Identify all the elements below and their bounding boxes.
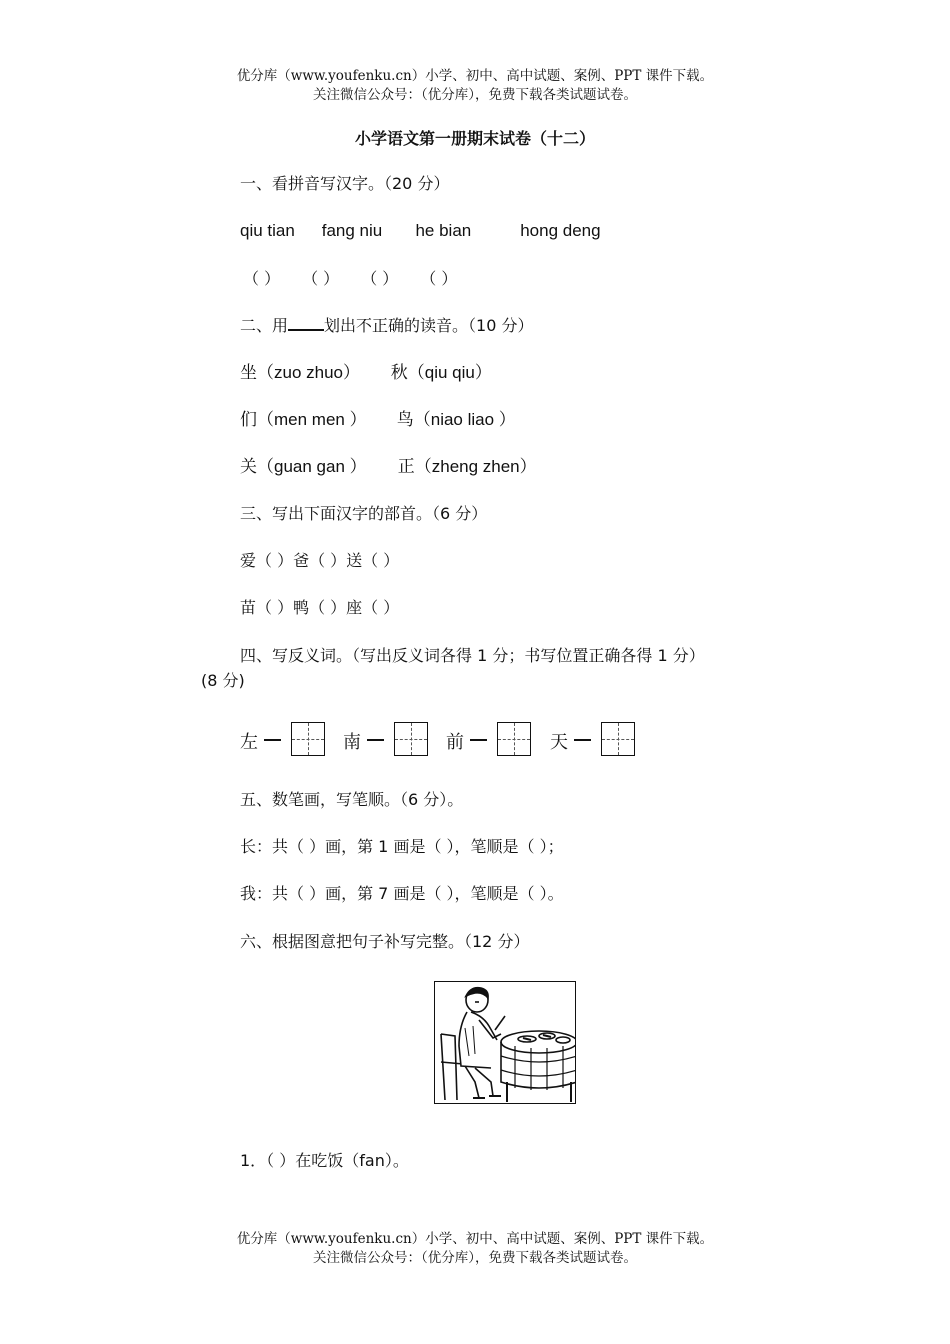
q5-heading: 五、数笔画，写笔顺。（6 分）。 <box>240 790 464 809</box>
q2-item: 鸟（niao liao ） <box>396 410 516 429</box>
q2-heading-pre: 二、用 <box>240 316 289 335</box>
pinyin-item: hong deng <box>520 221 601 240</box>
answer-blank[interactable]: （ ） <box>243 269 281 288</box>
page-title: 小学语文第一册期末试卷（十二） <box>354 129 595 148</box>
writing-grid-box[interactable] <box>601 722 635 756</box>
antonym-source-char: 前 <box>446 732 464 753</box>
q2-row <box>240 362 492 384</box>
q3-heading: 三、写出下面汉字的部首。（6 分） <box>240 504 488 523</box>
q1-pinyin-row <box>240 220 601 242</box>
underline-mark <box>288 315 324 331</box>
writing-grid-box[interactable] <box>394 722 428 756</box>
q2-row <box>240 409 516 431</box>
writing-grid-box[interactable] <box>497 722 531 756</box>
q1-answer-blanks <box>243 268 457 290</box>
q2-item: 正（zheng zhen） <box>397 457 537 476</box>
pinyin-item: qiu tian <box>240 221 295 240</box>
q2-heading-post: 划出不正确的读音。（10 分） <box>324 316 534 335</box>
dash <box>367 739 384 741</box>
antonym-source-char: 左 <box>240 732 258 753</box>
q4-heading-continued: (8 分) <box>201 671 245 690</box>
dash <box>574 739 591 741</box>
answer-blank[interactable]: （ ） <box>361 269 399 288</box>
dash <box>470 739 487 741</box>
q3-row-1: 爱（ ）爸（ ）送（ ） <box>240 551 400 570</box>
q2-item: 坐（zuo zhuo） <box>240 363 360 382</box>
boy-eating-at-table-icon <box>435 982 575 1103</box>
q5-row-2: 我：共（ ）画，第 7 画是（ ），笔顺是（ ）。 <box>240 884 564 903</box>
q3-row-2: 苗（ ）鸭（ ）座（ ） <box>240 598 400 617</box>
page-footer-line-2: 关注微信公众号：（优分库），免费下载各类试题试卷。 <box>313 1250 637 1266</box>
q2-row <box>240 456 537 478</box>
antonym-source-char: 南 <box>343 732 361 753</box>
answer-blank[interactable]: （ ） <box>420 269 458 288</box>
q6-heading: 六、根据图意把句子补写完整。（12 分） <box>240 932 530 951</box>
q4-heading: 四、写反义词。（写出反义词各得 1 分；书写位置正确各得 1 分） <box>240 646 705 665</box>
boy-eating-illustration <box>434 981 576 1104</box>
q1-heading: 一、看拼音写汉字。（20 分） <box>240 174 450 193</box>
pinyin-item: he bian <box>415 221 472 240</box>
page-footer-line-1: 优分库（www.youfenku.cn）小学、初中、高中试题、案例、PPT 课件下载。 <box>236 1231 714 1247</box>
q5-row-1: 长：共（ ）画，第 1 画是（ ），笔顺是（ ）； <box>240 837 564 856</box>
page-header-line-2: 关注微信公众号：（优分库），免费下载各类试题试卷。 <box>313 87 637 103</box>
dash <box>264 739 281 741</box>
q2-item: 们（men men ） <box>240 410 367 429</box>
q6-item-1: 1．（ ）在吃饭（fan）。 <box>240 1151 409 1170</box>
writing-grid-box[interactable] <box>291 722 325 756</box>
page-header-line-1: 优分库（www.youfenku.cn）小学、初中、高中试题、案例、PPT 课件下载。 <box>236 68 714 84</box>
pinyin-item: fang niu <box>321 221 383 240</box>
q2-item: 秋（qiu qiu） <box>390 363 492 382</box>
q2-item: 关（guan gan ） <box>240 457 367 476</box>
answer-blank[interactable]: （ ） <box>302 269 340 288</box>
antonym-source-char: 天 <box>550 732 568 753</box>
q2-heading <box>240 315 533 337</box>
